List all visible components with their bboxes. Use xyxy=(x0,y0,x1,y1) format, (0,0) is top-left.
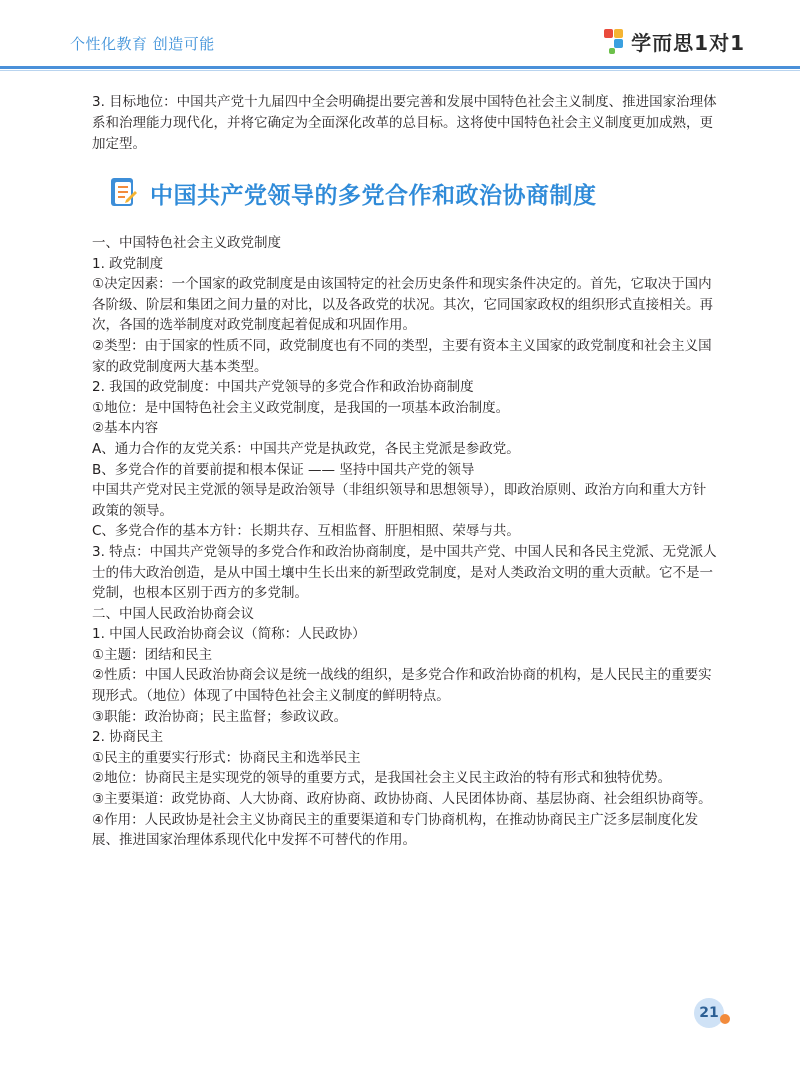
page-number-badge xyxy=(694,998,724,1028)
body-line: ③职能：政治协商；民主监督；参政议政。 xyxy=(92,708,348,725)
brand-name: 学而思1对1 xyxy=(631,30,745,55)
body-line: ①决定因素：一个国家的政党制度是由该国特定的社会历史条件和现实条件决定的。首先，它取决于国内各阶级、阶层和集团之间力量的对比，以及各政党的状况。其次，它同国家政权的组织形式直接相关。再次，各国的选举制度对政党制度起着促成和巩固作用。 xyxy=(92,276,713,334)
header-divider xyxy=(0,66,800,69)
body-line: B、多党合作的首要前提和根本保证 —— 坚持中国共产党的领导 xyxy=(92,461,475,478)
brand-logo xyxy=(602,26,745,56)
body-line: 2. 我国的政党制度：中国共产党领导的多党合作和政治协商制度 xyxy=(92,379,474,396)
body-line: ①地位：是中国特色社会主义政党制度，是我国的一项基本政治制度。 xyxy=(92,399,510,416)
body-line: 二、中国人民政治协商会议 xyxy=(92,605,254,622)
body-line: 1. 中国人民政治协商会议（简称：人民政协） xyxy=(92,626,366,643)
header-slogan: 个性化教育 创造可能 xyxy=(70,35,215,53)
body-line: ④作用：人民政协是社会主义协商民主的重要渠道和专门协商机构，在推动协商民主广泛多层制度化发展、推进国家治理体系现代化中发挥不可替代的作用。 xyxy=(92,811,699,849)
body-line: C、多党合作的基本方针：长期共存、互相监督、肝胆相照、荣辱与共。 xyxy=(92,523,520,540)
body-line: ②性质：中国人民政治协商会议是统一战线的组织，是多党合作和政治协商的机构，是人民民主的重要实现形式。（地位）体现了中国特色社会主义制度的鲜明特点。 xyxy=(92,667,712,705)
page-number-dot xyxy=(720,1014,730,1024)
body-line: 一、中国特色社会主义政党制度 xyxy=(92,235,281,251)
header-divider-thin xyxy=(0,70,800,71)
body-line: 中国共产党对民主党派的领导是政治领导（非组织领导和思想领导），即政治原则、政治方向和重大方针政策的领导。 xyxy=(92,482,707,519)
body-line: ③主要渠道：政党协商、人大协商、政府协商、政协协商、人民团体协商、基层协商、社会组织协商等。 xyxy=(92,791,712,808)
body-line: A、通力合作的友党关系：中国共产党是执政党，各民主党派是参政党。 xyxy=(92,440,520,457)
body-line: 2. 协商民主 xyxy=(92,729,164,746)
body-line: ①主题：团结和民主 xyxy=(92,646,213,663)
page-header xyxy=(0,0,800,64)
intro-paragraph: 3. 目标地位：中国共产党十九届四中全会明确提出要完善和发展中国特色社会主义制度、推进国家治理体系和治理能力现代化，并将它确定为全面深化改革的总目标。这将使中国特色社会主义制度更加成熟，更加定型。 xyxy=(92,94,717,152)
body-line: 1. 政党制度 xyxy=(92,255,164,272)
body-line: ①民主的重要实行形式：协商民主和选举民主 xyxy=(92,749,361,766)
page-number: 21 xyxy=(699,1005,719,1021)
brand-logo-icon xyxy=(602,27,626,55)
body-line: ②地位：协商民主是实现党的领导的重要方式，是我国社会主义民主政治的特有形式和独特优势。 xyxy=(92,770,672,787)
body-line: ②基本内容 xyxy=(92,420,159,437)
section-body xyxy=(92,233,717,851)
body-line: 3. 特点：中国共产党领导的多党合作和政治协商制度，是中国共产党、中国人民和各民主党派、无党派人士的伟大政治创造，是从中国土壤中生长出来的新型政党制度，是对人类政治文明的重大贡献。它不是一党制，也根本区别于西方的多党制。 xyxy=(92,543,717,602)
section-title: 中国共产党领导的多党合作和政治协商制度 xyxy=(150,182,597,209)
page-content xyxy=(92,92,717,851)
body-line: ②类型：由于国家的性质不同，政党制度也有不同的类型，主要有资本主义国家的政党制度和社会主义国家的政党制度两大基本类型。 xyxy=(92,337,712,375)
section-heading xyxy=(108,173,717,213)
notebook-icon xyxy=(108,176,138,210)
